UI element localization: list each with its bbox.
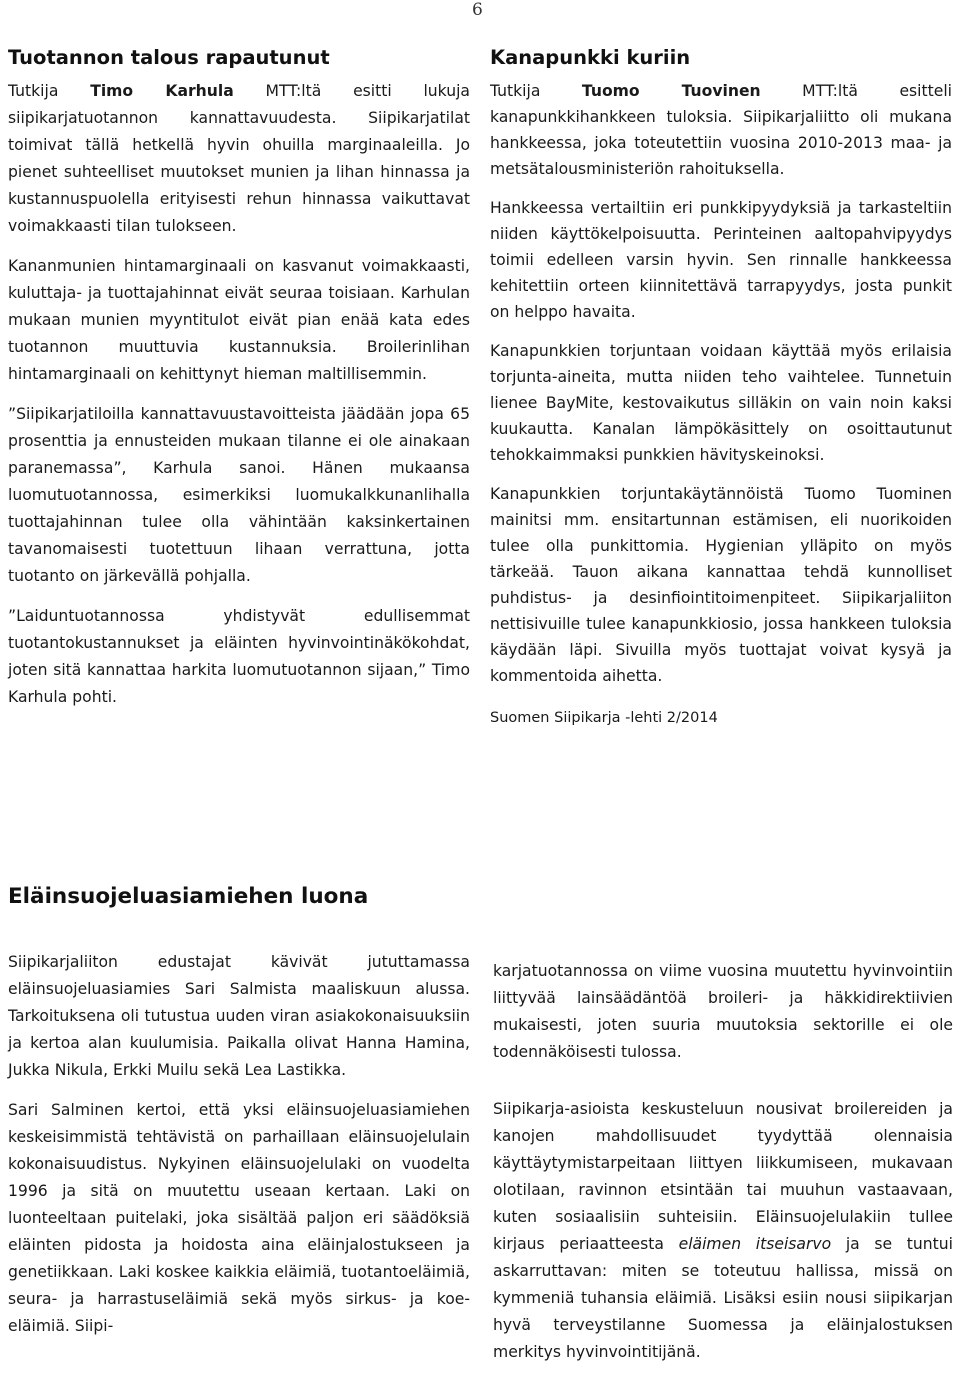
paragraph: ”Laiduntuotannossa yhdistyvät edullisemmat tuotantokustannukset ja eläinten hyvinvointinäkökohdat, joten sitä kannattaa harkita luomutuotannon sijaan,” Timo Karhula pohti. xyxy=(8,607,470,706)
article-body-talous xyxy=(8,78,470,724)
text: Tutkija xyxy=(8,82,91,100)
paragraph: Siipikarjaliiton edustajat kävivät jututtamassa eläinsuojeluasiamies Sari Salmista maaliskuun alussa. Tarkoituksena oli tutustua uuden viran asiakokonaisuuksiin ja kertoa alan kuulumisia. Paikalla olivat Hanna Hamina, Jukka Nikula, Erkki Muilu sekä Lea Lastikka. xyxy=(8,953,470,1079)
source-citation: Suomen Siipikarja -lehti 2/2014 xyxy=(490,710,718,726)
paragraph: Kanapunkkien torjuntakäytännöistä Tuomo Tuominen mainitsi mm. ensitartunnan estämisen, eli nuorikoiden tulee olla punkittomia. Hygienian ylläpito on myös tärkeää. Tauon aikana kannattaa tehdä kunnolliset puhdistus- ja desinfiointitoimenpiteet. Siipikarjaliiton nettisivuille tulee kanapunkkiosio, jossa hankkeen tuloksia käydään läpi. Sivuilla myös tuottajat voivat kysyä ja kommentoida aihetta. xyxy=(490,485,952,685)
paragraph: Kananmunien hintamarginaali on kasvanut voimakkaasti, kuluttaja- ja tuottajahinnat eivät seuraa toisiaan. Karhulan mukaan munien myyntitulot eivät pian enää kata edes tuotannon muuttuvia kustannuksia. Broilerinlihan hintamarginaali on kehittynyt hieman maltillisemmin. xyxy=(8,257,470,383)
text: MTT:ltä esitteli kanapunkkihankkeen tuloksia. Siipikarjaliitto oli mukana hankkeessa, joka toteutettiin vuosina 2010-2013 maa- ja metsätalousministeriön rahoituksella. xyxy=(490,82,952,178)
person-name: Tuomo Tuovinen xyxy=(581,82,761,100)
paragraph: karjatuotannossa on viime vuosina muutettu hyvinvointiin liittyvää lainsäädäntöä broileri- ja häkkidirektiivien mukaisesti, joten suuria muutoksia sektorille ei ole todennäköisesti tulossa. xyxy=(493,962,953,1061)
paragraph: ”Siipikarjatiloilla kannattavuustavoitteista jäädään jopa 65 prosenttia ja ennusteiden mukaan tilanne ei ole ainakaan paranemassa”, Karhula sanoi. Hänen mukaansa luomutuotannossa, esimerkiksi luomukalkkunanlihalla tuottajahinnan tulee olla vähintään kaksinkertainen tavanomaisesti tuotettuun lihaan verrattuna, jotta tuotanto on järkevällä pohjalla. xyxy=(8,405,470,585)
emphasis-text: eläimen itseisarvo xyxy=(678,1235,832,1253)
article-heading-kanapunkki: Kanapunkki kuriin xyxy=(490,46,691,69)
article-heading-talous: Tuotannon talous rapautunut xyxy=(8,46,330,69)
text: Tutkija xyxy=(490,82,582,100)
paragraph: Hankkeessa vertailtiin eri punkkipyydyksiä ja tarkasteltiin niiden käyttökelpoisuutta. Perinteinen aaltopahvipyydys toimii edelleen varsin hyvin. Sen rinnalle hankkeessa kehitettiin orteen kiinnitettävä tarrapyydys, josta punkit on helppo havaita. xyxy=(490,199,952,321)
text: ja se tuntui askarruttavan: miten se toteutuu hallissa, missä on kymmeniä tuhansia eläimiä. Lisäksi esiin nousi siipikarjan hyvä terveystilanne Suomessa ja eläinjalostuksen merkitys hyvinvointitijänä. xyxy=(493,1235,954,1361)
paragraph: Kanapunkkien torjuntaan voidaan käyttää myös erilaisia torjunta-aineita, mutta niiden teho vaihtelee. Tunnetuin lienee BayMite, kestovaikutus silläkin on vain noin kaksi kuukautta. Kanalan lämpökäsittely on osoittautunut tehokkaimmaksi punkkien hävityskeinoksi. xyxy=(490,342,952,464)
article-body-elainsuojelu-right xyxy=(493,958,953,1379)
paragraph xyxy=(8,78,470,240)
paragraph xyxy=(493,1096,953,1366)
text: MTT:ltä esitti lukuja siipikarjatuotannon kannattavuudesta. Siipikarjatilat toimivat tällä hetkellä hyvin ohuilla marginaaleilla. Jo pienet suhteelliset muutokset munien ja lihan hinnassa ja kustannuspuolella erityisesti rehun hinnassa vaikuttavat voimakkaasti tilan tulokseen. xyxy=(8,82,470,235)
text: Siipikarja-asioista keskusteluun nousivat broilereiden ja kanojen mahdollisuudet tyydyttää olennaisia käyttäytymistarpeitaan liittyen liikkumiseen, mukavaan olotilaan, ravinnon etsintään tai muuhun vastaavaan, kuten sosiaalisiin suhteisiin. Eläinsuojelulakiin tullee kirjaus periaatteesta xyxy=(493,1100,953,1253)
article-body-kanapunkki xyxy=(490,78,952,731)
paragraph: Sari Salminen kertoi, että yksi eläinsuojeluasiamiehen keskeisimmistä tehtävistä on parhaillaan eläinsuojelulain kokonaisuudistus. Nykyinen eläinsuojelulaki on vuodelta 1996 ja sitä on muutettu useaan kertaan. Laki on luonteeltaan puitelaki, joka sisältää paljon eri säädöksiä eläinten pidosta ja hoidosta aina eläinjalostukseen ja genetiikkaan. Laki koskee kaikkia eläimiä, tuotantoeläimiä, seura- ja harrastuseläimiä sekä myös sirkus- ja koe-eläimiä. Siipi- xyxy=(8,1101,470,1335)
paragraph xyxy=(490,78,952,182)
article-heading-elainsuojelu: Eläinsuojeluasiamiehen luona xyxy=(8,884,369,909)
person-name: Timo Karhula xyxy=(90,82,234,100)
page-number: 6 xyxy=(472,0,483,20)
article-body-elainsuojelu-left xyxy=(8,949,470,1353)
